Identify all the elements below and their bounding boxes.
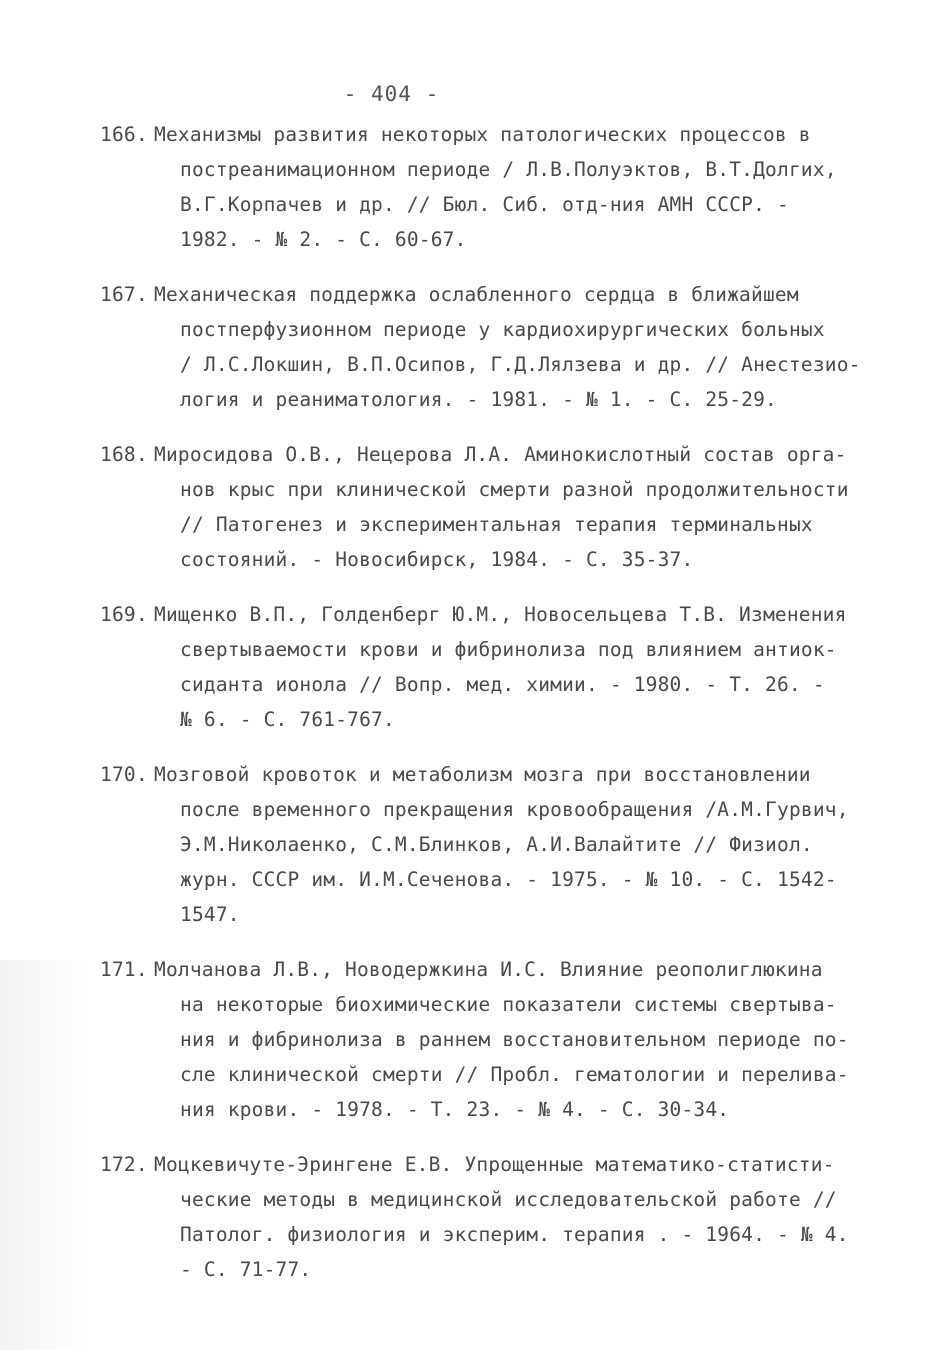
- entry-text: свертываемости крови и фибринолиза под влиянием антиок-: [180, 638, 837, 661]
- bibliography-entry: [100, 1147, 860, 1287]
- entry-text: постреанимационном периоде / Л.В.Полуэктов, В.Т.Долгих,: [180, 158, 837, 181]
- entry-continuation-line: [100, 347, 860, 382]
- entry-text: постперфузионном периоде у кардиохирургических больных: [180, 318, 825, 341]
- entry-number: 168.: [100, 443, 148, 466]
- entry-continuation-line: [100, 987, 860, 1022]
- entry-continuation-line: [100, 187, 860, 222]
- entry-continuation-line: [100, 1022, 860, 1057]
- entry-continuation-line: [100, 1057, 860, 1092]
- entry-continuation-line: [100, 542, 860, 577]
- entry-continuation-line: [100, 1217, 860, 1252]
- entry-text: на некоторые биохимические показатели системы свертыва-: [180, 993, 837, 1016]
- bibliography-list: [100, 117, 860, 1307]
- entry-continuation-line: [100, 1182, 860, 1217]
- entry-continuation-line: [100, 152, 860, 187]
- entry-continuation-line: [100, 897, 860, 932]
- entry-text: Миросидова О.В., Нецерова Л.А. Аминокислотный состав орга-: [154, 443, 847, 466]
- entry-text: Механизмы развития некоторых патологических процессов в: [154, 123, 811, 146]
- bibliography-entry: [100, 117, 860, 257]
- bibliography-entry: [100, 597, 860, 737]
- entry-text: Э.М.Николаенко, С.М.Блинков, А.И.Валайтите // Физиол.: [180, 833, 813, 856]
- entry-first-line: [100, 117, 860, 152]
- entry-text: № 6. - С. 761-767.: [180, 708, 395, 731]
- entry-text: журн. СССР им. И.М.Сеченова. - 1975. - № 10. - С. 1542-: [180, 868, 837, 891]
- entry-text: - С. 71-77.: [180, 1258, 312, 1281]
- entry-number: 166.: [100, 123, 148, 146]
- entry-number: 172.: [100, 1153, 148, 1176]
- entry-text: Механическая поддержка ослабленного сердца в ближайшем: [154, 283, 799, 306]
- entry-continuation-line: [100, 507, 860, 542]
- entry-continuation-line: [100, 827, 860, 862]
- entry-continuation-line: [100, 382, 860, 417]
- entry-continuation-line: [100, 222, 860, 257]
- bibliography-entry: [100, 952, 860, 1127]
- entry-text: нов крыс при клинической смерти разной продолжительности: [180, 478, 849, 501]
- entry-continuation-line: [100, 862, 860, 897]
- bibliography-entry: [100, 757, 860, 932]
- entry-text: ния крови. - 1978. - Т. 23. - № 4. - С. 30-34.: [180, 1098, 730, 1121]
- entry-text: сле клинической смерти // Пробл. гематологии и перелива-: [180, 1063, 849, 1086]
- entry-continuation-line: [100, 472, 860, 507]
- entry-number: 170.: [100, 763, 148, 786]
- entry-continuation-line: [100, 1092, 860, 1127]
- entry-number: 169.: [100, 603, 148, 626]
- entry-text: Патолог. физиология и эксперим. терапия . - 1964. - № 4.: [180, 1223, 849, 1246]
- bibliography-entry: [100, 437, 860, 577]
- entry-first-line: [100, 437, 860, 472]
- entry-text: Мищенко В.П., Голденберг Ю.М., Новосельцева Т.В. Изменения: [154, 603, 847, 626]
- entry-text: ния и фибринолиза в раннем восстановительном периоде по-: [180, 1028, 849, 1051]
- entry-number: 171.: [100, 958, 148, 981]
- bibliography-entry: [100, 277, 860, 417]
- entry-first-line: [100, 757, 860, 792]
- entry-first-line: [100, 1147, 860, 1182]
- entry-first-line: [100, 952, 860, 987]
- entry-text: Моцкевичуте-Эрингене Е.В. Упрощенные математико-статисти-: [154, 1153, 835, 1176]
- entry-first-line: [100, 277, 860, 312]
- entry-number: 167.: [100, 283, 148, 306]
- page-number: - 404 -: [343, 82, 440, 106]
- entry-first-line: [100, 597, 860, 632]
- entry-continuation-line: [100, 632, 860, 667]
- scan-shadow: [0, 960, 90, 1350]
- entry-text: / Л.С.Локшин, В.П.Осипов, Г.Д.Лялзева и др. // Анестезио-: [180, 353, 861, 376]
- entry-text: 1982. - № 2. - С. 60-67.: [180, 228, 467, 251]
- entry-text: после временного прекращения кровообращения /А.М.Гурвич,: [180, 798, 849, 821]
- entry-text: В.Г.Корпачев и др. // Бюл. Сиб. отд-ния АМН СССР. -: [180, 193, 789, 216]
- entry-text: // Патогенез и экспериментальная терапия терминальных: [180, 513, 813, 536]
- entry-text: сиданта ионола // Вопр. мед. химии. - 1980. - Т. 26. -: [180, 673, 825, 696]
- entry-continuation-line: [100, 312, 860, 347]
- entry-text: состояний. - Новосибирск, 1984. - С. 35-37.: [180, 548, 694, 571]
- entry-continuation-line: [100, 1252, 860, 1287]
- entry-continuation-line: [100, 792, 860, 827]
- entry-text: ческие методы в медицинской исследовательской работе //: [180, 1188, 837, 1211]
- entry-continuation-line: [100, 702, 860, 737]
- entry-text: 1547.: [180, 903, 240, 926]
- entry-text: Молчанова Л.В., Новодержкина И.С. Влияние реополиглюкина: [154, 958, 823, 981]
- entry-text: логия и реаниматология. - 1981. - № 1. - С. 25-29.: [180, 388, 777, 411]
- entry-continuation-line: [100, 667, 860, 702]
- entry-text: Мозговой кровоток и метаболизм мозга при восстановлении: [154, 763, 811, 786]
